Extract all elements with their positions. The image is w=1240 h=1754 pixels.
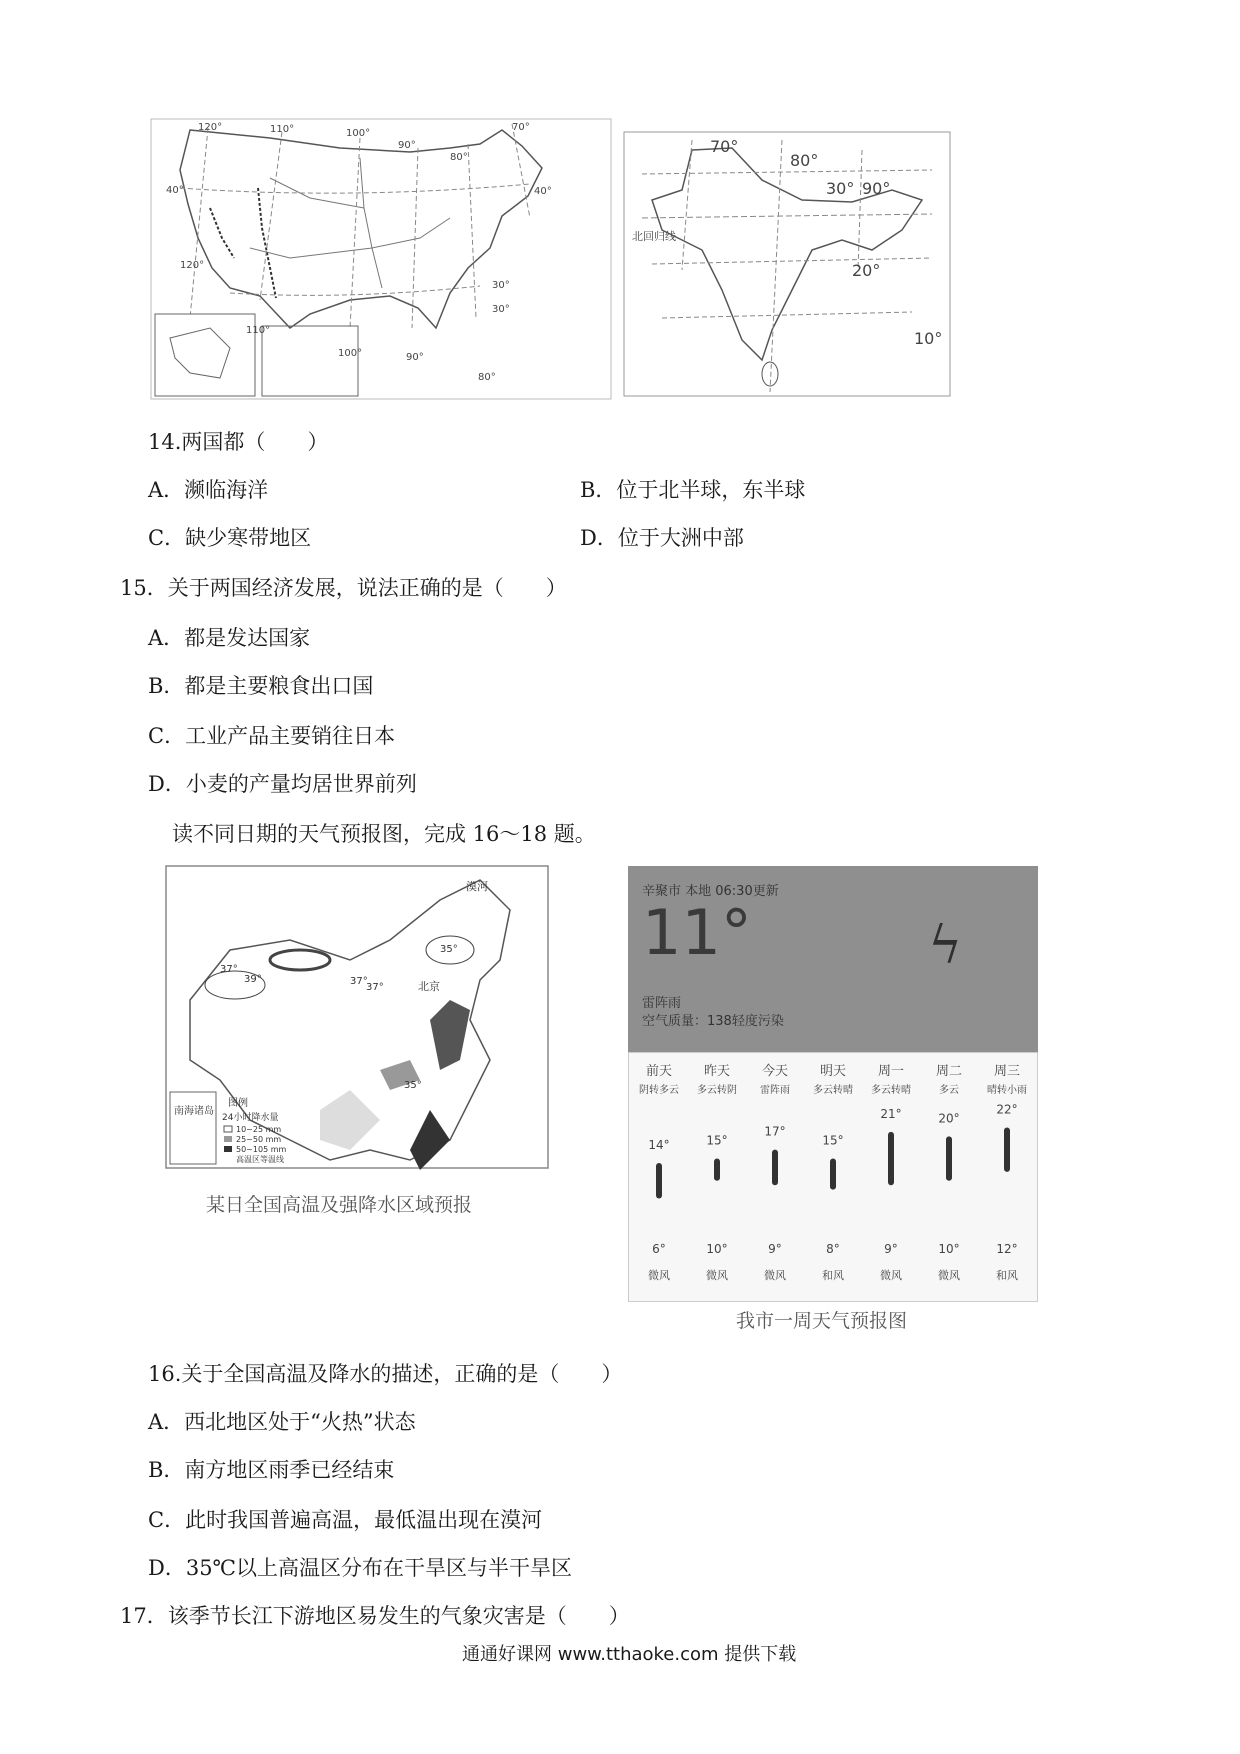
q15-option-b: B．都是主要粮食出口国 — [148, 674, 374, 698]
forecast-desc-label: 雷阵雨 — [760, 1085, 790, 1096]
usa-lat-label: 40° — [534, 186, 552, 197]
india-label: 10° — [914, 329, 943, 348]
forecast-high-label: 20° — [938, 1111, 960, 1126]
forecast-high-label: 21° — [880, 1106, 902, 1121]
usa-lon-label: 80° — [450, 152, 468, 163]
forecast-day-label: 今天 — [761, 1064, 789, 1079]
weather-forecast-panel — [628, 1052, 1038, 1302]
india-label: 30° — [826, 179, 855, 198]
usa-lon-label: 100° — [338, 348, 363, 359]
forecast-desc-label: 晴转小雨 — [987, 1085, 1027, 1096]
usa-lon-label: 70° — [512, 122, 530, 133]
forecast-chart — [629, 1053, 1039, 1303]
weather-location-header: 辛聚市 本地 06:30更新 — [642, 884, 779, 899]
china-label: 35° — [404, 1080, 422, 1091]
usa-map — [150, 118, 612, 400]
forecast-high-label: 22° — [996, 1102, 1018, 1117]
q15-option-d: D．小麦的产量均居世界前列 — [148, 772, 417, 796]
china-label: 北京 — [418, 980, 440, 993]
forecast-temp-bar — [772, 1150, 778, 1186]
forecast-low-label: 10° — [706, 1242, 728, 1256]
usa-lon-label: 110° — [246, 325, 271, 336]
forecast-low-label: 6° — [652, 1242, 666, 1256]
forecast-high-label: 17° — [764, 1124, 786, 1139]
forecast-desc-label: 多云转晴 — [813, 1085, 853, 1096]
usa-lon-label: 120° — [180, 260, 205, 271]
q16-option-c: C．此时我国普遍高温，最低温出现在漠河 — [148, 1508, 543, 1532]
usa-lat-label: 40° — [166, 185, 184, 196]
forecast-wind-label: 微风 — [764, 1269, 786, 1282]
q16-stem: 16.关于全国高温及降水的描述，正确的是（ ） — [148, 1362, 623, 1386]
china-label: 漠河 — [466, 880, 488, 893]
china-label: 39° — [244, 974, 262, 985]
forecast-temp-bar — [946, 1136, 952, 1180]
china-label: 37° — [366, 982, 384, 993]
forecast-day-label: 明天 — [819, 1064, 847, 1079]
legend-sub: 24小时降水量 — [222, 1113, 279, 1123]
forecast-wind-label: 微风 — [880, 1269, 902, 1282]
china-map — [150, 860, 558, 1180]
legend-title: 图例 — [228, 1098, 248, 1109]
q14-stem: 14.两国都（ ） — [148, 430, 329, 454]
china-caption: 某日全国高温及强降水区域预报 — [206, 1194, 473, 1216]
q16-option-d: D．35℃以上高温区分布在干旱区与半干旱区 — [148, 1556, 573, 1580]
legend-item: 25~50 mm — [236, 1135, 282, 1144]
inset-label: 南海诸岛 — [174, 1106, 214, 1117]
forecast-high-label: 15° — [822, 1133, 844, 1148]
usa-lon-label: 100° — [346, 128, 371, 139]
china-label: 37° — [350, 976, 368, 987]
forecast-temp-bar — [1004, 1127, 1010, 1171]
india-label: 北回归线 — [632, 230, 676, 243]
q15-option-a: A．都是发达国家 — [148, 626, 311, 650]
usa-lon-label: 110° — [270, 124, 295, 135]
forecast-wind-label: 和风 — [822, 1269, 844, 1282]
forecast-temp-bar — [714, 1159, 720, 1181]
forecast-high-label: 15° — [706, 1133, 728, 1148]
forecast-temp-bar — [830, 1159, 836, 1190]
china-label: 37° — [220, 964, 238, 975]
footer-source: 通通好课网 www.tthaoke.com 提供下载 — [462, 1644, 797, 1665]
usa-map-figure — [150, 118, 612, 400]
usa-lat-label: 30° — [492, 280, 510, 291]
q14-option-d: D．位于大洲中部 — [580, 526, 744, 550]
air-quality: 空气质量：138轻度污染 — [642, 1014, 784, 1029]
forecast-high-label: 14° — [648, 1138, 670, 1152]
forecast-wind-label: 微风 — [648, 1269, 670, 1282]
forecast-temp-bar — [656, 1163, 662, 1199]
q15-stem: 15．关于两国经济发展，说法正确的是（ ） — [120, 576, 567, 600]
lightning-icon: ϟ — [928, 916, 963, 976]
weather-caption: 我市一周天气预报图 — [736, 1310, 908, 1332]
forecast-wind-label: 微风 — [938, 1269, 960, 1282]
forecast-day-label: 周二 — [935, 1064, 963, 1079]
india-map-figure — [622, 130, 952, 398]
forecast-low-label: 10° — [938, 1242, 960, 1256]
legend-item: 10~25 mm — [236, 1125, 282, 1134]
forecast-low-label: 9° — [768, 1242, 782, 1256]
usa-lat-label: 30° — [492, 304, 510, 315]
current-condition: 雷阵雨 — [642, 996, 682, 1011]
forecast-low-label: 9° — [884, 1242, 898, 1256]
usa-lon-label: 120° — [198, 122, 223, 133]
legend-item: 50~105 mm — [236, 1145, 287, 1154]
q14-option-c: C．缺少寒带地区 — [148, 526, 312, 550]
weather-figure — [628, 866, 1042, 1336]
forecast-low-label: 12° — [996, 1242, 1018, 1256]
forecast-desc-label: 多云转阴 — [697, 1085, 737, 1096]
legend-item: 高温区等温线 — [236, 1155, 284, 1164]
india-label: 90° — [862, 179, 891, 198]
forecast-desc-label: 多云 — [939, 1085, 959, 1096]
forecast-wind-label: 和风 — [996, 1269, 1018, 1282]
forecast-desc-label: 阴转多云 — [639, 1085, 679, 1096]
forecast-day-label: 前天 — [645, 1064, 673, 1079]
q14-option-b: B．位于北半球，东半球 — [580, 478, 806, 502]
current-temp: 11° — [642, 896, 752, 969]
q17-stem: 17．该季节长江下游地区易发生的气象灾害是（ ） — [120, 1604, 630, 1628]
china-forecast-figure — [150, 860, 558, 1220]
forecast-low-label: 8° — [826, 1242, 840, 1256]
india-label: 80° — [790, 151, 819, 170]
weather-header-panel — [628, 866, 1038, 1052]
usa-lon-label: 80° — [478, 372, 496, 383]
forecast-temp-bar — [888, 1132, 894, 1185]
india-label: 20° — [852, 261, 881, 280]
china-label: 35° — [440, 944, 458, 955]
forecast-desc-label: 多云转晴 — [871, 1085, 911, 1096]
forecast-day-label: 周三 — [993, 1064, 1021, 1079]
forecast-wind-label: 微风 — [706, 1269, 728, 1282]
q14-option-a: A．濒临海洋 — [148, 478, 269, 502]
india-map — [622, 130, 952, 398]
forecast-day-label: 周一 — [877, 1064, 905, 1079]
q16-option-a: A．西北地区处于“火热”状态 — [148, 1410, 416, 1434]
forecast-day-label: 昨天 — [703, 1064, 731, 1079]
q15-option-c: C．工业产品主要销往日本 — [148, 724, 396, 748]
usa-lon-label: 90° — [398, 140, 416, 151]
intro-16-18: 读不同日期的天气预报图，完成 16～18 题。 — [172, 822, 596, 846]
usa-lon-label: 90° — [406, 352, 424, 363]
q16-option-b: B．南方地区雨季已经结束 — [148, 1458, 395, 1482]
india-label: 70° — [710, 137, 739, 156]
